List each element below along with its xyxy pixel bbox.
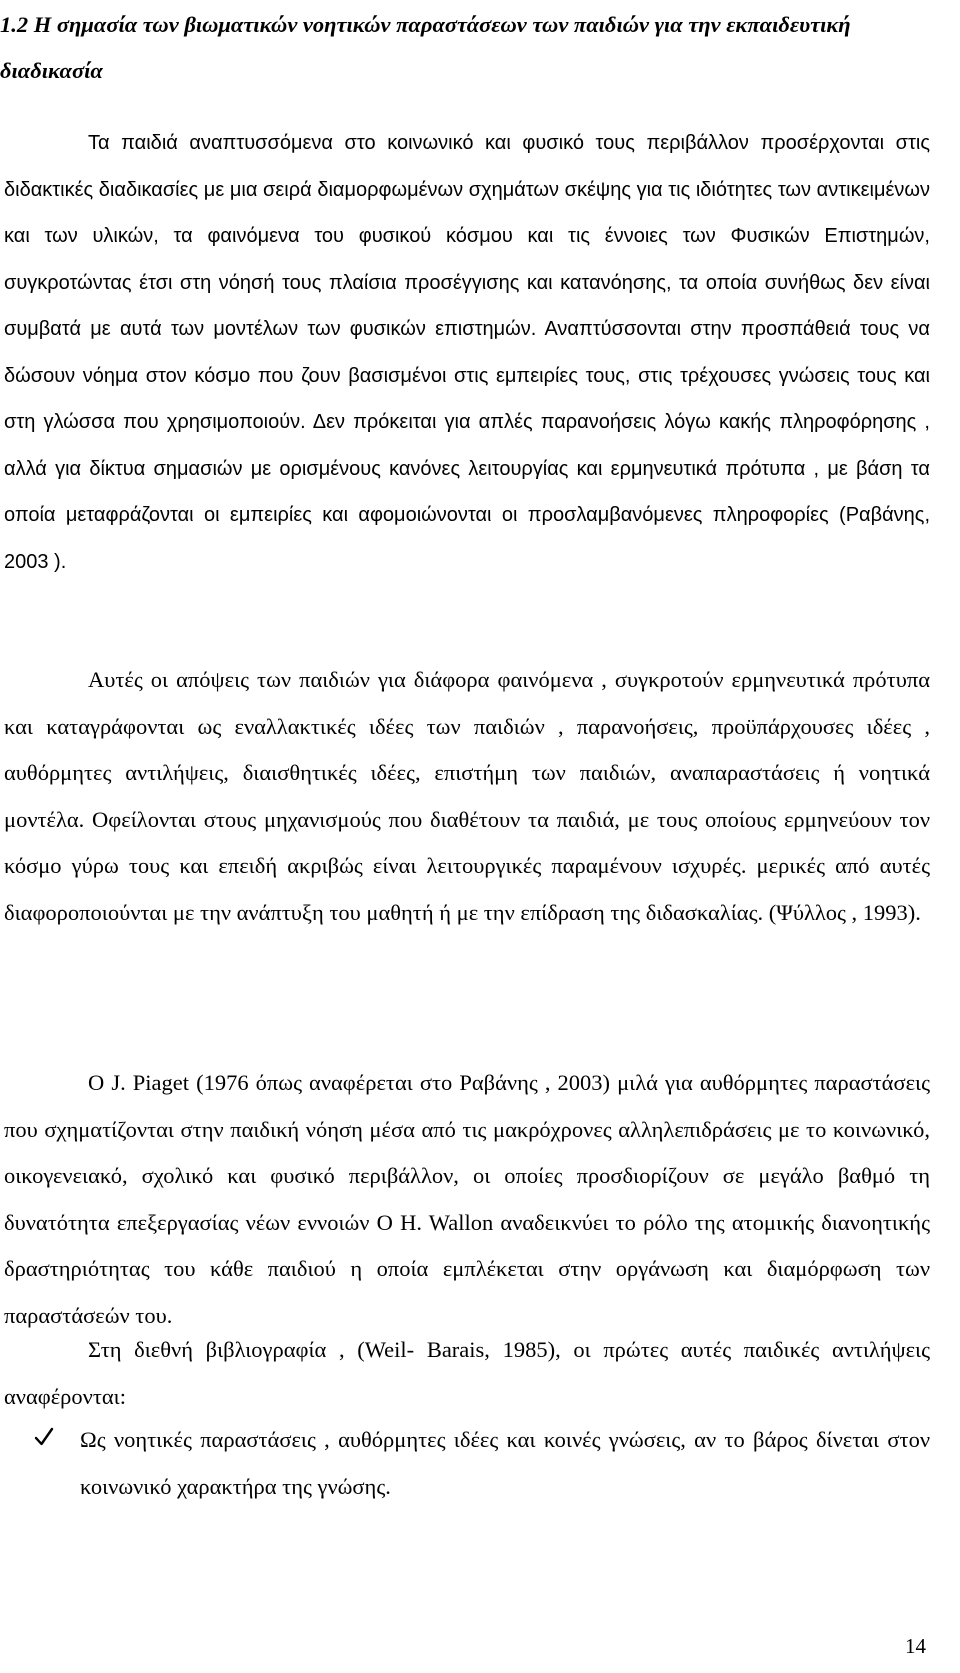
page-number: 14 — [905, 1634, 926, 1658]
checklist-item-text: Ως νοητικές παραστάσεις , αυθόρμητες ιδέες και κοινές γνώσεις, αν το βάρος δίνεται στον κοινωνικό χαρακτήρα της γνώσης. — [80, 1427, 930, 1499]
checkmark-icon — [4, 1417, 80, 1510]
paragraph-2: Αυτές οι απόψεις των παιδιών για διάφορα φαινόμενα , συγκροτούν ερμηνευτικά πρότυπα και καταγράφονται ως εναλλακτικές ιδέες των παιδιών , παρανοήσεις, προϋπάρχουσες ιδέες , αυθόρμητες αντιλήψεις, διαισθητικές ιδέες, επιστήμη των παιδιών, αναπαραστάσεις ή νοητικά μοντέλα. Οφείλονται στους μηχανισμούς που διαθέτουν τα παιδιά, με τους οποίους ερμηνεύουν τον κόσμο γύρω τους και επειδή ακριβώς είναι λειτουργικές παραμένουν ισχυρές. μερικές από αυτές διαφοροποιούνται με την ανάπτυξη του μαθητή ή με την επίδραση της διδασκαλίας. (Ψύλλος , 1993). — [4, 667, 930, 925]
paragraph-4: Στη διεθνή βιβλιογραφία , (Weil- Barais, 1985), οι πρώτες αυτές παιδικές αντιλήψεις αναφέρονται: — [4, 1337, 930, 1409]
paragraph-1: Τα παιδιά αναπτυσσόμενα στο κοινωνικό και φυσικό τους περιβάλλον προσέρχονται στις διδακτικές διαδικασίες με μια σειρά διαμορφωμένων σχημάτων σκέψης για τις ιδιότητες των αντικειμένων και των υλικών, τα φαινόμενα του φυσικού κόσμου και τις έννοιες των Φυσικών Επιστημών, συγκροτώντας έτσι στη νόησή τους πλαίσια προσέγγισης και κατανόησης, τα οποία συνήθως δεν είναι συμβατά με αυτά των μοντέλων των φυσικών επιστημών. Αναπτύσσονται στην προσπάθειά τους να δώσουν νόημα στον κόσμο που ζουν βασισμένοι στις εμπειρίες τους, στις τρέχουσες γνώσεις τους και στη γλώσσα που χρησιμοποιούν. Δεν πρόκειται για απλές παρανοήσεις λόγω κακής πληροφόρησης , αλλά για δίκτυα σημασιών με ορισμένους κανόνες λειτουργίας και ερμηνευτικά πρότυπα , με βάση τα οποία μεταφράζονται οι εμπειρίες και αφομοιώνονται οι προσλαμβανόμενες πληροφορίες (Ραβάνης, 2003 ). — [4, 132, 930, 573]
checklist-item — [4, 1417, 930, 1510]
paragraph-3: Ο J. Piaget (1976 όπως αναφέρεται στο Ραβάνης , 2003) μιλά για αυθόρμητες παραστάσεις που σχηματίζονται στην παιδική νόηση μέσα από τις μακρόχρονες αλληλεπιδράσεις με το κοινωνικό, οικογενειακό, σχολικό και φυσικό περιβάλλον, οι οποίες προσδιορίζουν σε μεγάλο βαθμό τη δυνατότητα επεξεργασίας νέων εννοιών Ο H. Wallon αναδεικνύει το ρόλο της ατομικής διανοητικής δραστηριότητας του κάθε παιδιού η οποία εμπλέκεται στην οργάνωση και διαμόρφωση των παραστάσεών του. — [4, 1070, 930, 1328]
section-heading: 1.2 Η σημασία των βιωματικών νοητικών παραστάσεων των παιδιών για την εκπαιδευτική διαδικασία — [0, 12, 851, 83]
